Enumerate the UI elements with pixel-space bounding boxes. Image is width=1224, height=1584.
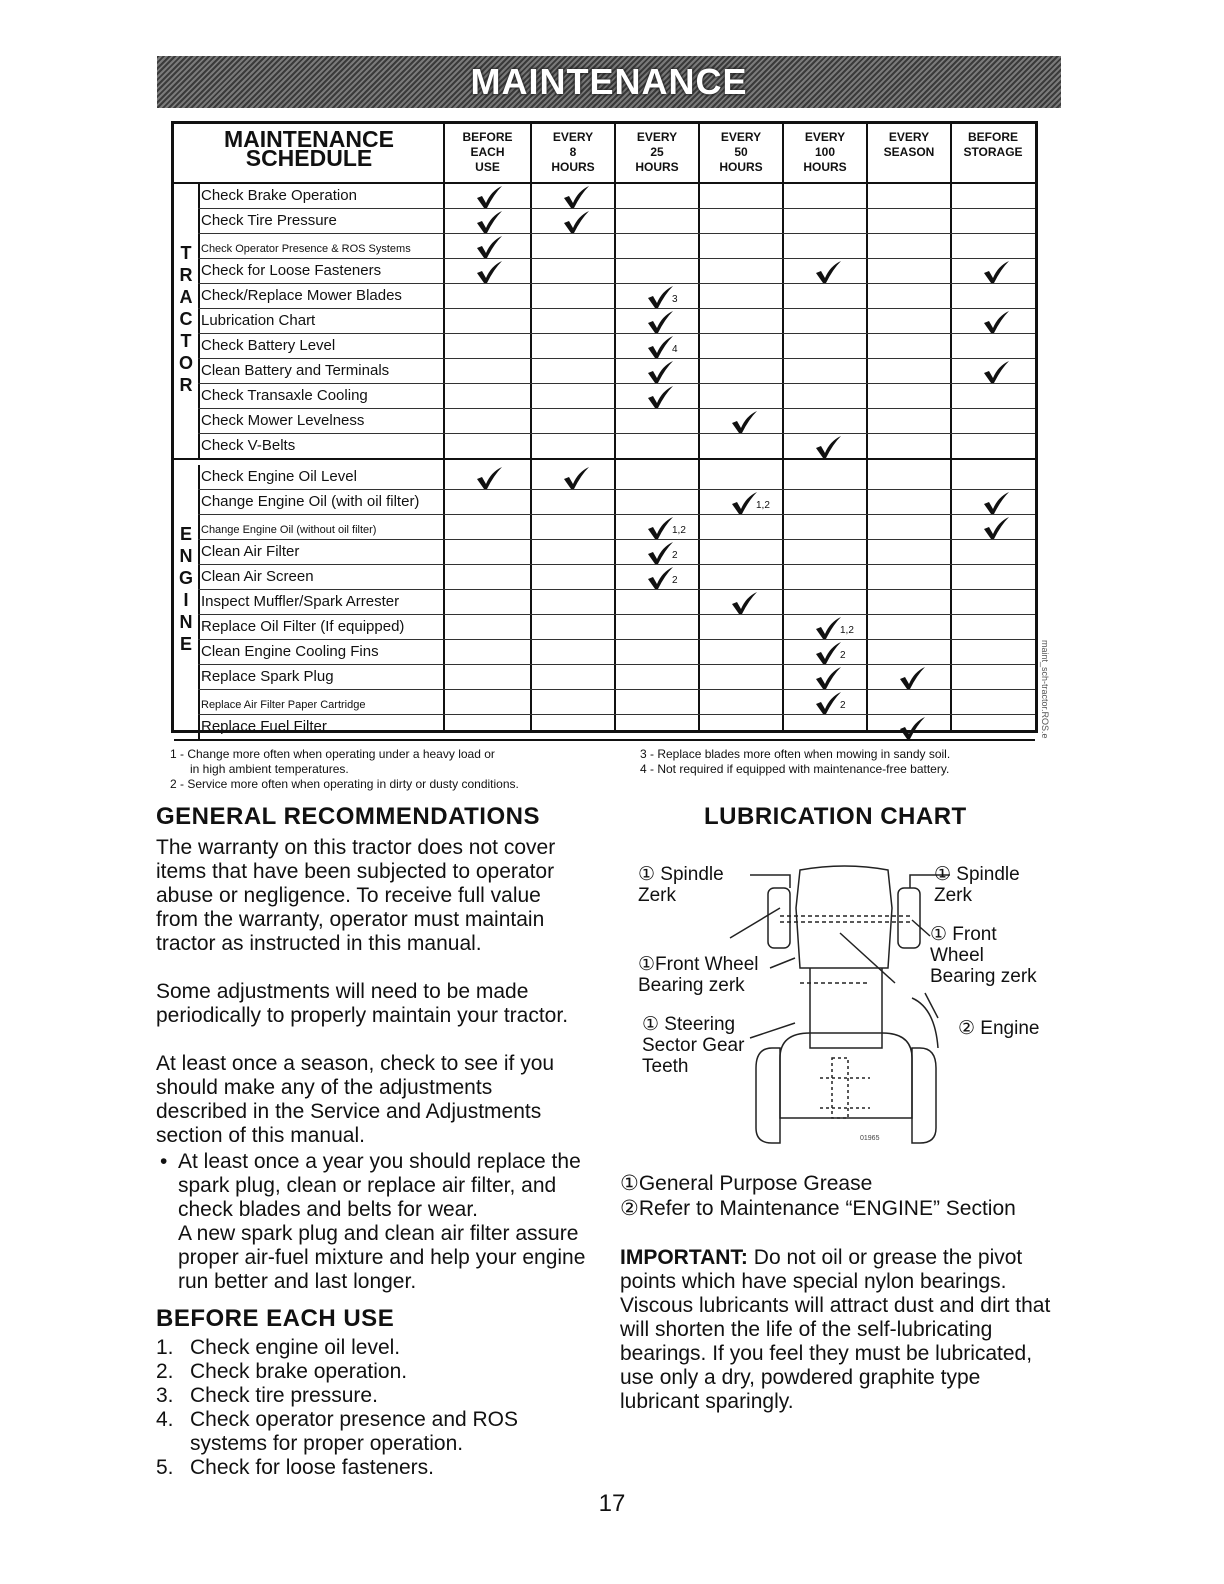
checkmark-icon: [981, 310, 1011, 334]
checkmark-icon: [645, 385, 675, 409]
banner-title: MAINTENANCE: [470, 61, 748, 102]
footnote-ref: 2: [672, 550, 678, 561]
tractor-row-label: Check Battery Level: [201, 337, 336, 354]
row-divider: [198, 539, 1035, 540]
before-each-use-heading: BEFORE EACH USE: [156, 1305, 395, 1332]
checkmark-icon: [981, 260, 1011, 284]
tractor-row-label: Clean Battery and Terminals: [201, 362, 390, 379]
footnote-ref: 1,2: [840, 625, 854, 636]
checkmark-icon: [729, 491, 759, 515]
diagram-code: 01965: [860, 1135, 880, 1142]
list-item-text: Check brake operation.: [190, 1360, 408, 1383]
footnotes-right: [640, 747, 950, 777]
row-divider: [198, 408, 1035, 409]
footnote-1-cont: in high ambient temperatures.: [190, 762, 349, 776]
list-item-text: Check for loose fasteners.: [190, 1456, 434, 1479]
row-divider: [198, 514, 1035, 515]
general-paragraph-3: At least once a season, check to see if you should make any of the adjustments described in the Service and Adjustments section of this manual.: [156, 1052, 555, 1147]
checkmark-icon: [561, 210, 591, 234]
engine-row-label: Replace Fuel Filter: [201, 718, 327, 735]
list-item: [156, 1456, 576, 1480]
footnote-4: 4 - Not required if equipped with maintenance-free battery.: [640, 762, 950, 776]
engine-row-label: Replace Air Filter Paper Cartridge: [201, 699, 366, 711]
important-note: [620, 1246, 1060, 1414]
footnote-ref: 1,2: [672, 525, 686, 536]
tractor-group-end: [174, 458, 1035, 460]
checkmark-icon: [813, 435, 843, 459]
tractor-row-label: Check Transaxle Cooling: [201, 387, 368, 404]
row-divider: [198, 664, 1035, 665]
checkmark-icon: [561, 185, 591, 209]
list-item-number: 2.: [156, 1360, 174, 1383]
tractor-row-label: Check Mower Levelness: [201, 412, 365, 429]
label-spindle-zerk-left: ① Spindle Zerk: [638, 864, 724, 906]
lubrication-chart-heading: LUBRICATION CHART: [704, 803, 967, 830]
bullet-text: At least once a year you should replace the spark plug, clean or replace air filter, and check blades and belts for wear.: [178, 1150, 581, 1221]
checkmark-icon: [474, 210, 504, 234]
footnotes-left: [170, 747, 519, 792]
important-label: IMPORTANT:: [620, 1246, 748, 1269]
checkmark-icon: [474, 185, 504, 209]
footnote-ref: 4: [672, 344, 678, 355]
label-front-wheel-bearing-right: ① Front Wheel Bearing zerk: [930, 924, 1037, 987]
checkmark-icon: [729, 410, 759, 434]
tractor-row-label: Check Brake Operation: [201, 187, 357, 204]
footnote-1: 1 - Change more often when operating under a heavy load or: [170, 747, 495, 761]
checkmark-icon: [813, 666, 843, 690]
list-item: [156, 1408, 576, 1456]
list-item: [156, 1384, 576, 1408]
checkmark-icon: [897, 716, 927, 740]
checkmark-icon: [813, 641, 843, 665]
engine-row-label: Clean Air Filter: [201, 543, 300, 560]
footnote-ref: 1,2: [756, 500, 770, 511]
engine-row-label: Replace Spark Plug: [201, 668, 334, 685]
row-divider: [198, 614, 1035, 615]
maintenance-banner: [157, 56, 1061, 108]
label-steering-sector-gear: ① Steering Sector Gear Teeth: [642, 1014, 745, 1077]
row-divider: [198, 714, 1035, 715]
engine-row-label: Check Engine Oil Level: [201, 468, 357, 485]
important-text: Do not oil or grease the pivot points which have special nylon bearings. Viscous lubricants will attract dust and dirt that will shorten the life of the self-lubricating bearings. If you feel they must be lubricated, use only a dry, powdered graphite type lubricant sparingly.: [620, 1246, 1051, 1413]
row-divider: [198, 333, 1035, 334]
checkmark-icon: [813, 616, 843, 640]
checkmark-icon: [981, 491, 1011, 515]
list-item-text: Check engine oil level.: [190, 1336, 401, 1359]
bullet-dot: •: [160, 1150, 168, 1173]
footnote-3: 3 - Replace blades more often when mowing in sandy soil.: [640, 747, 951, 761]
checkmark-icon: [645, 310, 675, 334]
tractor-row-label: Check Operator Presence & ROS Systems: [201, 243, 411, 255]
checkmark-icon: [474, 235, 504, 259]
list-item: [156, 1336, 576, 1360]
tractor-row-label: Check Tire Pressure: [201, 212, 337, 229]
checkmark-icon: [474, 466, 504, 490]
tractor-row-label: Check V-Belts: [201, 437, 296, 454]
tractor-side-divider: [198, 184, 200, 459]
checkmark-icon: [645, 285, 675, 309]
row-divider: [198, 233, 1035, 234]
footnote-ref: 2: [840, 650, 846, 661]
label-engine: ② Engine: [958, 1018, 1040, 1039]
engine-side-divider: [198, 465, 200, 740]
general-recommendations-heading: GENERAL RECOMMENDATIONS: [156, 803, 540, 830]
list-item-number: 5.: [156, 1456, 174, 1479]
bullet-text-cont: A new spark plug and clean air filter assure proper air-fuel mixture and help your engine run better and last longer.: [178, 1222, 586, 1293]
label-front-wheel-bearing-left: ①Front Wheel Bearing zerk: [638, 954, 759, 996]
label-spindle-zerk-right: ① Spindle Zerk: [934, 864, 1020, 906]
row-divider: [198, 433, 1035, 434]
row-divider: [198, 308, 1035, 309]
checkmark-icon: [474, 260, 504, 284]
footnote-ref: 3: [672, 294, 678, 305]
row-divider: [198, 208, 1035, 209]
footnote-ref: 2: [840, 700, 846, 711]
schedule-title-line2: SCHEDULE: [245, 145, 373, 171]
list-item-number: 3.: [156, 1384, 174, 1407]
schedule-header-col-1: BEFORE EACH USE: [462, 130, 513, 174]
checkmark-icon: [645, 360, 675, 384]
general-bullet: [160, 1150, 590, 1294]
engine-row-label: Change Engine Oil (with oil filter): [201, 493, 420, 510]
schedule-header-col-5: EVERY 100 HOURS: [803, 130, 847, 174]
before-each-use-list: [156, 1336, 576, 1480]
maintenance-schedule-table: [171, 121, 1038, 733]
row-divider: [198, 383, 1035, 384]
list-item-text: Check operator presence and ROS systems for proper operation.: [190, 1408, 519, 1455]
row-divider: [198, 258, 1035, 259]
page-number: 17: [598, 1490, 626, 1517]
list-item-text: Check tire pressure.: [190, 1384, 378, 1407]
schedule-header-col-3: EVERY 25 HOURS: [635, 130, 679, 174]
checkmark-icon: [981, 516, 1011, 540]
tractor-group-label: T R A C T O R: [178, 242, 193, 395]
lubrication-legend-1: ①General Purpose Grease: [620, 1172, 873, 1195]
header-divider: [174, 182, 1035, 184]
tractor-row-label: Lubrication Chart: [201, 312, 316, 329]
schedule-title-line1: MAINTENANCE: [224, 126, 394, 152]
engine-row-label: Replace Oil Filter (If equipped): [201, 618, 405, 635]
row-divider: [198, 639, 1035, 640]
schedule-header-col-7: BEFORE STORAGE: [963, 130, 1023, 159]
checkmark-icon: [645, 566, 675, 590]
row-divider: [198, 564, 1035, 565]
schedule-header-col-4: EVERY 50 HOURS: [719, 130, 763, 174]
row-divider: [198, 283, 1035, 284]
row-divider: [198, 489, 1035, 490]
checkmark-icon: [729, 591, 759, 615]
checkmark-icon: [645, 541, 675, 565]
checkmark-icon: [813, 691, 843, 715]
checkmark-icon: [645, 335, 675, 359]
checkmark-icon: [645, 516, 675, 540]
checkmark-icon: [981, 360, 1011, 384]
row-divider: [198, 358, 1035, 359]
lubrication-diagram: [620, 858, 1060, 1158]
schedule-header-col-6: EVERY SEASON: [883, 130, 935, 159]
checkmark-icon: [897, 666, 927, 690]
schedule-header-col-2: EVERY 8 HOURS: [551, 130, 595, 174]
engine-row-label: Inspect Muffler/Spark Arrester: [201, 593, 400, 610]
general-paragraph-2: Some adjustments will need to be made periodically to properly maintain your tractor.: [156, 980, 569, 1027]
engine-row-label: Clean Air Screen: [201, 568, 314, 585]
row-divider: [198, 589, 1035, 590]
tractor-row-label: Check for Loose Fasteners: [201, 262, 382, 279]
footnote-2: 2 - Service more often when operating in dirty or dusty conditions.: [170, 777, 519, 791]
footnote-ref: 2: [672, 575, 678, 586]
engine-row-label: Clean Engine Cooling Fins: [201, 643, 379, 660]
schedule-title: [174, 126, 444, 171]
engine-row-label: Change Engine Oil (without oil filter): [201, 524, 377, 536]
engine-group-label: E N G I N E: [178, 523, 193, 654]
list-item: [156, 1360, 576, 1384]
document-code: maint_sch-tractor.ROS.e: [1040, 640, 1050, 739]
list-item-number: 1.: [156, 1336, 174, 1359]
list-item-number: 4.: [156, 1408, 174, 1431]
engine-group-end: [174, 739, 1035, 741]
checkmark-icon: [813, 260, 843, 284]
lubrication-legend-2: ②Refer to Maintenance “ENGINE” Section: [620, 1197, 1016, 1220]
general-paragraph-1: The warranty on this tractor does not cover items that have been subjected to operator abuse or negligence. To receive full value from the warranty, operator must maintain tractor as instructed in this manual.: [156, 836, 556, 955]
checkmark-icon: [561, 466, 591, 490]
tractor-row-label: Check/Replace Mower Blades: [201, 287, 402, 304]
